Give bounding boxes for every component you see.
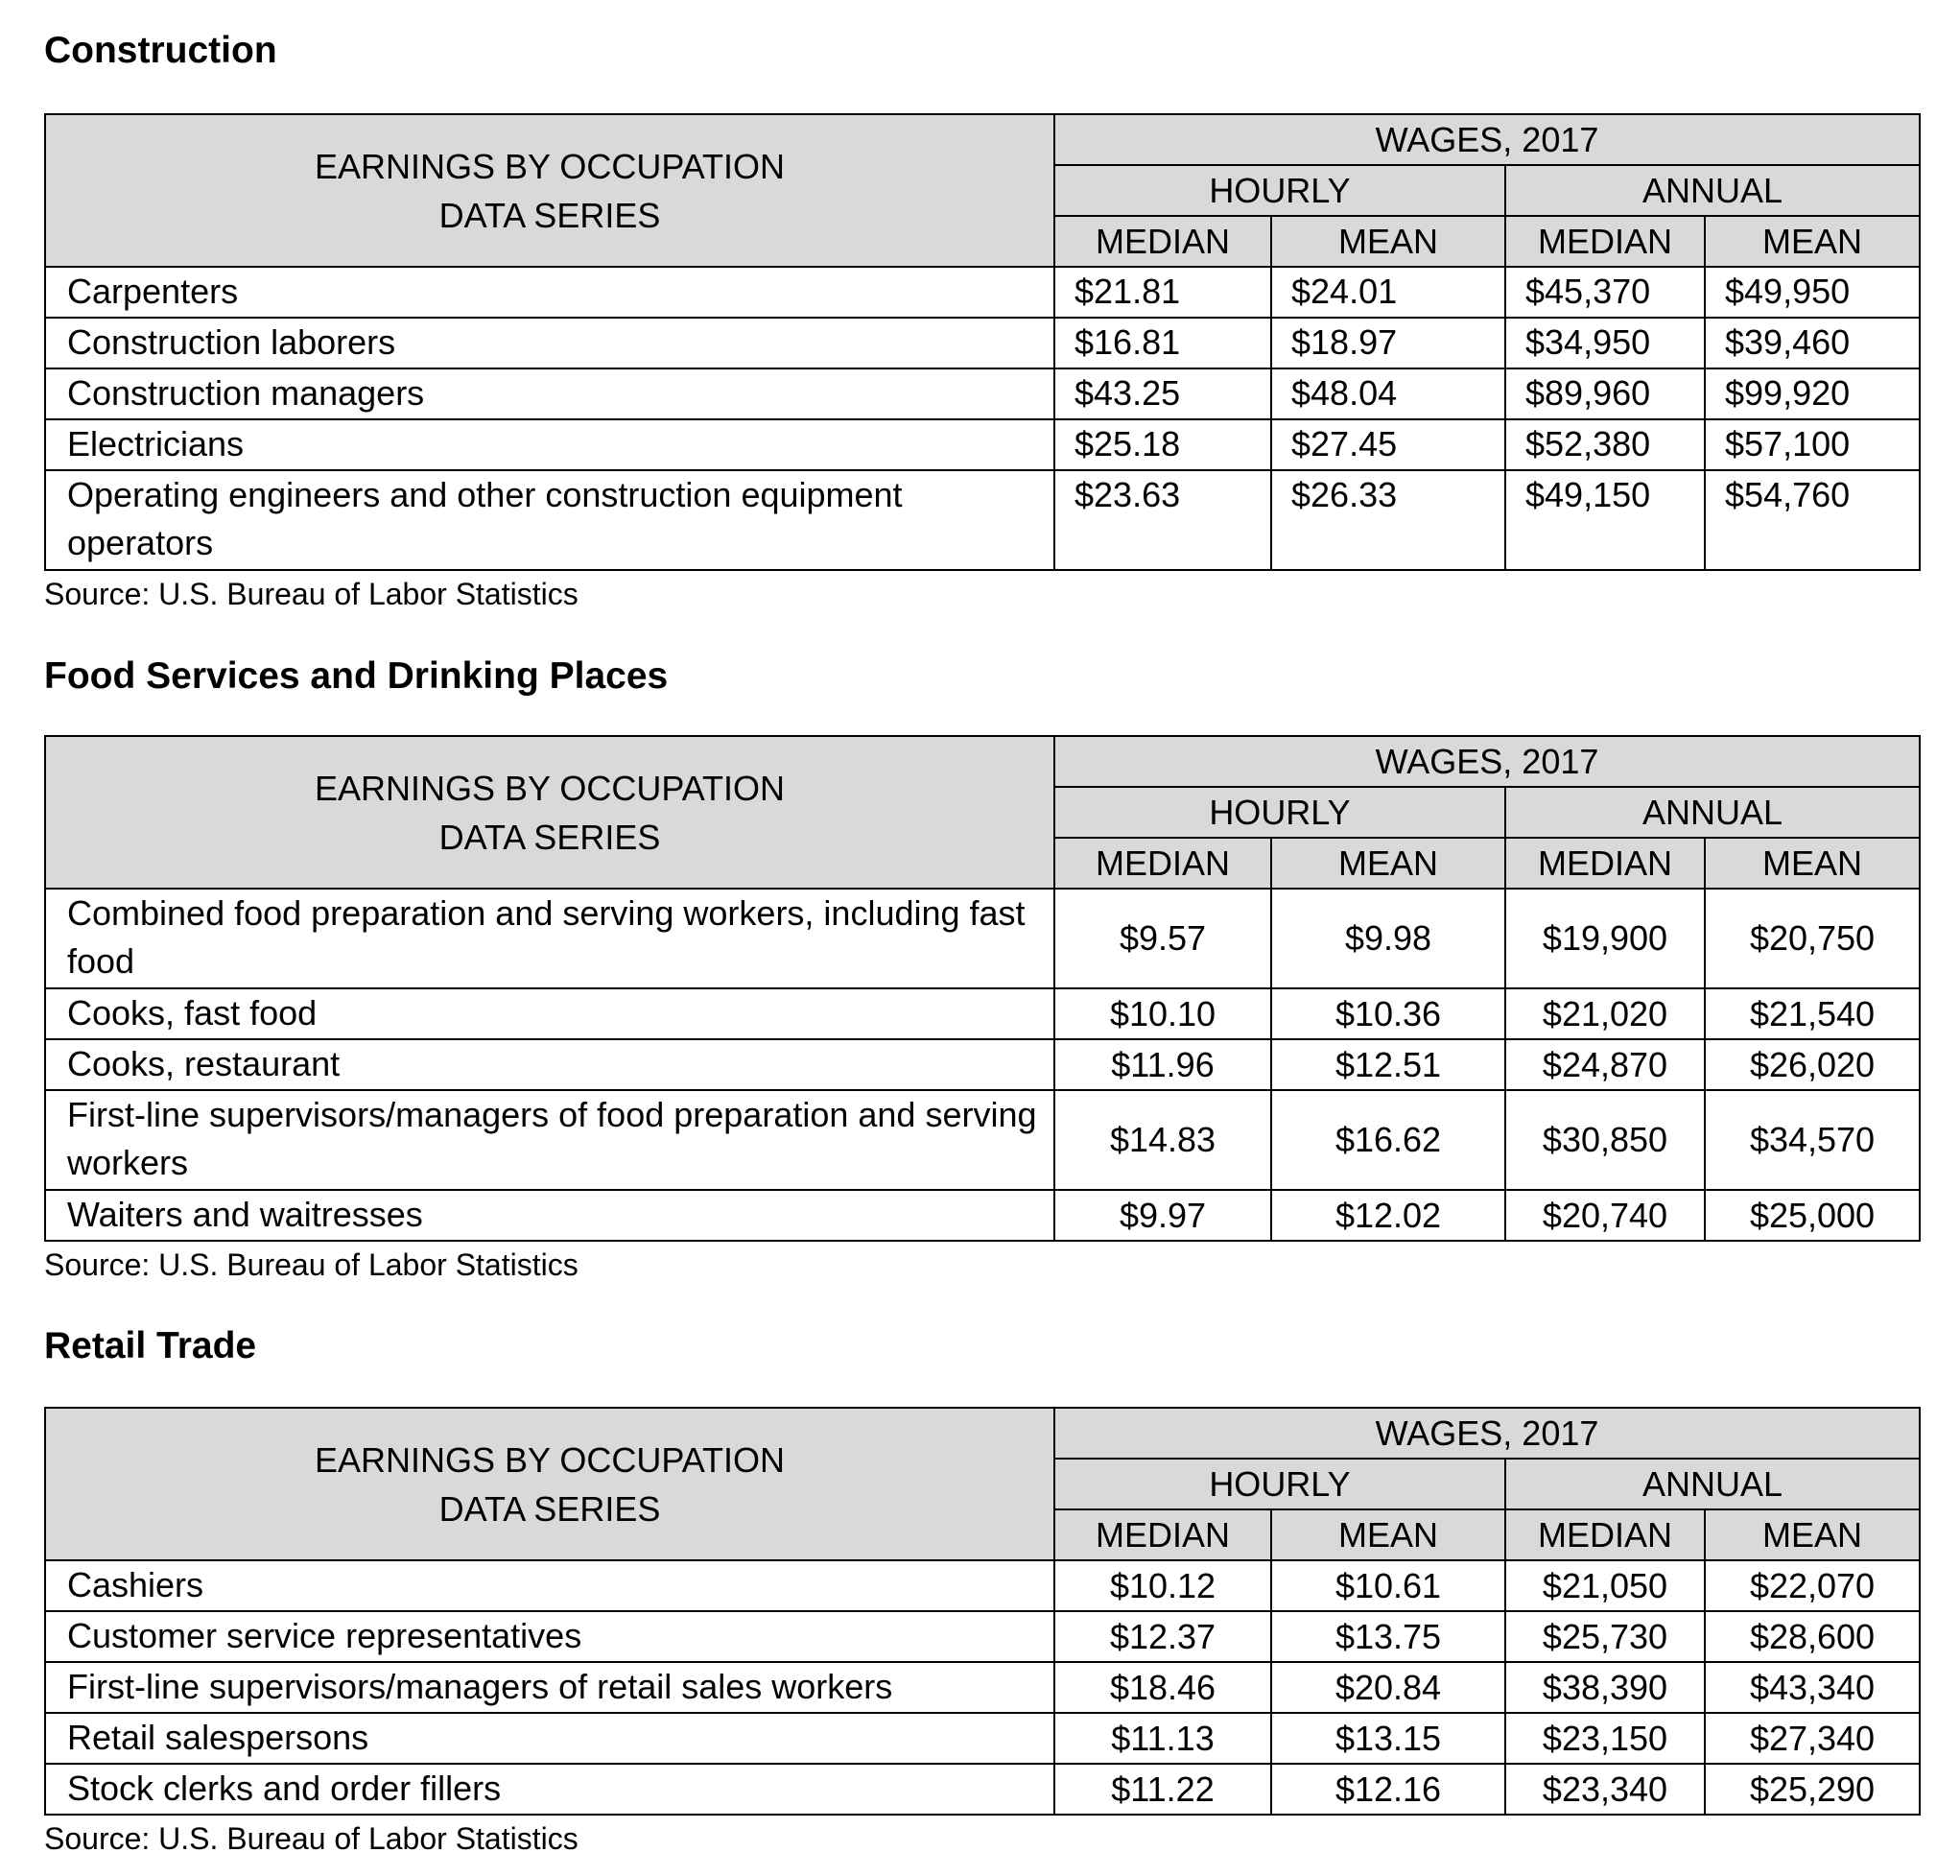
wages-header: WAGES, 2017 [1054, 114, 1920, 165]
annual-median-cell: $23,150 [1505, 1713, 1705, 1764]
table-row [45, 1764, 1920, 1815]
hourly-mean-cell: $12.02 [1271, 1190, 1505, 1241]
hourly-mean-cell: $26.33 [1271, 470, 1505, 570]
annual-median-cell: $23,340 [1505, 1764, 1705, 1815]
annual-median-cell: $49,150 [1505, 470, 1705, 570]
occupation-cell: Construction laborers [45, 318, 1054, 368]
occupation-cell: First-line supervisors/managers of food preparation and serving workers [45, 1090, 1054, 1190]
annual-mean-cell: $21,540 [1705, 988, 1920, 1039]
hourly-mean-cell: $16.62 [1271, 1090, 1505, 1190]
hourly-mean-header: MEAN [1271, 216, 1505, 267]
section-title: Food Services and Drinking Places [44, 655, 669, 697]
hourly-median-header: MEDIAN [1054, 838, 1271, 889]
hourly-mean-header: MEAN [1271, 838, 1505, 889]
occupation-cell: Cashiers [45, 1560, 1054, 1611]
annual-median-header: MEDIAN [1505, 1509, 1705, 1560]
hourly-median-cell: $9.57 [1054, 889, 1271, 988]
table-row [45, 1190, 1920, 1241]
annual-median-cell: $25,730 [1505, 1611, 1705, 1662]
occupation-cell: Carpenters [45, 267, 1054, 318]
hourly-mean-header: MEAN [1271, 1509, 1505, 1560]
hourly-median-cell: $10.12 [1054, 1560, 1271, 1611]
hourly-mean-cell: $20.84 [1271, 1662, 1505, 1713]
hourly-median-cell: $12.37 [1054, 1611, 1271, 1662]
wages-table [44, 735, 1921, 1242]
series-header-line2: DATA SERIES [438, 195, 661, 235]
series-header [45, 736, 1054, 889]
table-row [45, 419, 1920, 470]
hourly-mean-cell: $9.98 [1271, 889, 1505, 988]
occupation-cell: Stock clerks and order fillers [45, 1764, 1054, 1815]
annual-median-header: MEDIAN [1505, 216, 1705, 267]
hourly-median-cell: $18.46 [1054, 1662, 1271, 1713]
hourly-mean-cell: $12.51 [1271, 1039, 1505, 1090]
hourly-mean-cell: $24.01 [1271, 267, 1505, 318]
occupation-cell: Cooks, restaurant [45, 1039, 1054, 1090]
wages-header: WAGES, 2017 [1054, 1408, 1920, 1459]
hourly-median-cell: $23.63 [1054, 470, 1271, 570]
series-header-line1: EARNINGS BY OCCUPATION [314, 1439, 786, 1480]
annual-mean-cell: $25,000 [1705, 1190, 1920, 1241]
hourly-median-cell: $16.81 [1054, 318, 1271, 368]
annual-mean-cell: $28,600 [1705, 1611, 1920, 1662]
table-row [45, 1713, 1920, 1764]
source-note: Source: U.S. Bureau of Labor Statistics [44, 577, 579, 611]
hourly-median-cell: $11.96 [1054, 1039, 1271, 1090]
annual-header: ANNUAL [1505, 165, 1920, 216]
hourly-median-cell: $25.18 [1054, 419, 1271, 470]
annual-median-cell: $21,020 [1505, 988, 1705, 1039]
hourly-median-cell: $11.22 [1054, 1764, 1271, 1815]
hourly-mean-cell: $48.04 [1271, 368, 1505, 419]
table-row [45, 318, 1920, 368]
hourly-mean-cell: $13.75 [1271, 1611, 1505, 1662]
annual-mean-cell: $25,290 [1705, 1764, 1920, 1815]
annual-mean-header: MEAN [1705, 838, 1920, 889]
hourly-median-cell: $21.81 [1054, 267, 1271, 318]
series-header-line2: DATA SERIES [438, 817, 661, 857]
annual-median-cell: $19,900 [1505, 889, 1705, 988]
annual-mean-cell: $26,020 [1705, 1039, 1920, 1090]
section-title: Retail Trade [44, 1325, 257, 1366]
annual-median-cell: $89,960 [1505, 368, 1705, 419]
hourly-median-cell: $10.10 [1054, 988, 1271, 1039]
annual-mean-cell: $49,950 [1705, 267, 1920, 318]
table-row [45, 1560, 1920, 1611]
series-header-line1: EARNINGS BY OCCUPATION [314, 146, 786, 186]
annual-mean-cell: $22,070 [1705, 1560, 1920, 1611]
occupation-cell: Electricians [45, 419, 1054, 470]
annual-mean-cell: $43,340 [1705, 1662, 1920, 1713]
wages-table [44, 1407, 1921, 1816]
occupation-cell: Waiters and waitresses [45, 1190, 1054, 1241]
annual-median-cell: $24,870 [1505, 1039, 1705, 1090]
hourly-mean-cell: $10.36 [1271, 988, 1505, 1039]
annual-mean-header: MEAN [1705, 1509, 1920, 1560]
occupation-cell: Operating engineers and other construction equipment operators [45, 470, 1054, 570]
occupation-cell: Construction managers [45, 368, 1054, 419]
annual-mean-cell: $34,570 [1705, 1090, 1920, 1190]
section-title: Construction [44, 30, 277, 71]
hourly-mean-cell: $13.15 [1271, 1713, 1505, 1764]
annual-mean-cell: $39,460 [1705, 318, 1920, 368]
series-header-line2: DATA SERIES [438, 1488, 661, 1529]
hourly-median-cell: $14.83 [1054, 1090, 1271, 1190]
annual-header: ANNUAL [1505, 787, 1920, 838]
annual-median-cell: $52,380 [1505, 419, 1705, 470]
hourly-mean-cell: $18.97 [1271, 318, 1505, 368]
annual-header: ANNUAL [1505, 1459, 1920, 1509]
occupation-cell: Cooks, fast food [45, 988, 1054, 1039]
table-row [45, 1662, 1920, 1713]
annual-median-cell: $20,740 [1505, 1190, 1705, 1241]
annual-mean-cell: $27,340 [1705, 1713, 1920, 1764]
hourly-mean-cell: $12.16 [1271, 1764, 1505, 1815]
source-note: Source: U.S. Bureau of Labor Statistics [44, 1247, 579, 1282]
occupation-cell: Customer service representatives [45, 1611, 1054, 1662]
hourly-header: HOURLY [1054, 165, 1505, 216]
hourly-header: HOURLY [1054, 787, 1505, 838]
annual-median-cell: $34,950 [1505, 318, 1705, 368]
series-header-line1: EARNINGS BY OCCUPATION [314, 768, 786, 808]
hourly-median-cell: $9.97 [1054, 1190, 1271, 1241]
hourly-mean-cell: $27.45 [1271, 419, 1505, 470]
hourly-median-header: MEDIAN [1054, 216, 1271, 267]
annual-mean-cell: $57,100 [1705, 419, 1920, 470]
table-row [45, 1611, 1920, 1662]
annual-mean-header: MEAN [1705, 216, 1920, 267]
annual-median-cell: $30,850 [1505, 1090, 1705, 1190]
annual-median-cell: $21,050 [1505, 1560, 1705, 1611]
hourly-mean-cell: $10.61 [1271, 1560, 1505, 1611]
table-row [45, 1039, 1920, 1090]
source-note: Source: U.S. Bureau of Labor Statistics [44, 1821, 579, 1856]
table-row [45, 267, 1920, 318]
hourly-median-header: MEDIAN [1054, 1509, 1271, 1560]
annual-mean-cell: $54,760 [1705, 470, 1920, 570]
annual-median-cell: $38,390 [1505, 1662, 1705, 1713]
annual-mean-cell: $20,750 [1705, 889, 1920, 988]
wages-table [44, 113, 1921, 571]
occupation-cell: Retail salespersons [45, 1713, 1054, 1764]
annual-median-cell: $45,370 [1505, 267, 1705, 318]
hourly-median-cell: $11.13 [1054, 1713, 1271, 1764]
table-row [45, 470, 1920, 570]
wages-header: WAGES, 2017 [1054, 736, 1920, 787]
table-row [45, 889, 1920, 988]
table-row [45, 368, 1920, 419]
occupation-cell: First-line supervisors/managers of retail sales workers [45, 1662, 1054, 1713]
table-row [45, 988, 1920, 1039]
series-header [45, 114, 1054, 267]
annual-mean-cell: $99,920 [1705, 368, 1920, 419]
hourly-median-cell: $43.25 [1054, 368, 1271, 419]
occupation-cell: Combined food preparation and serving workers, including fast food [45, 889, 1054, 988]
annual-median-header: MEDIAN [1505, 838, 1705, 889]
hourly-header: HOURLY [1054, 1459, 1505, 1509]
table-row [45, 1090, 1920, 1190]
series-header [45, 1408, 1054, 1560]
